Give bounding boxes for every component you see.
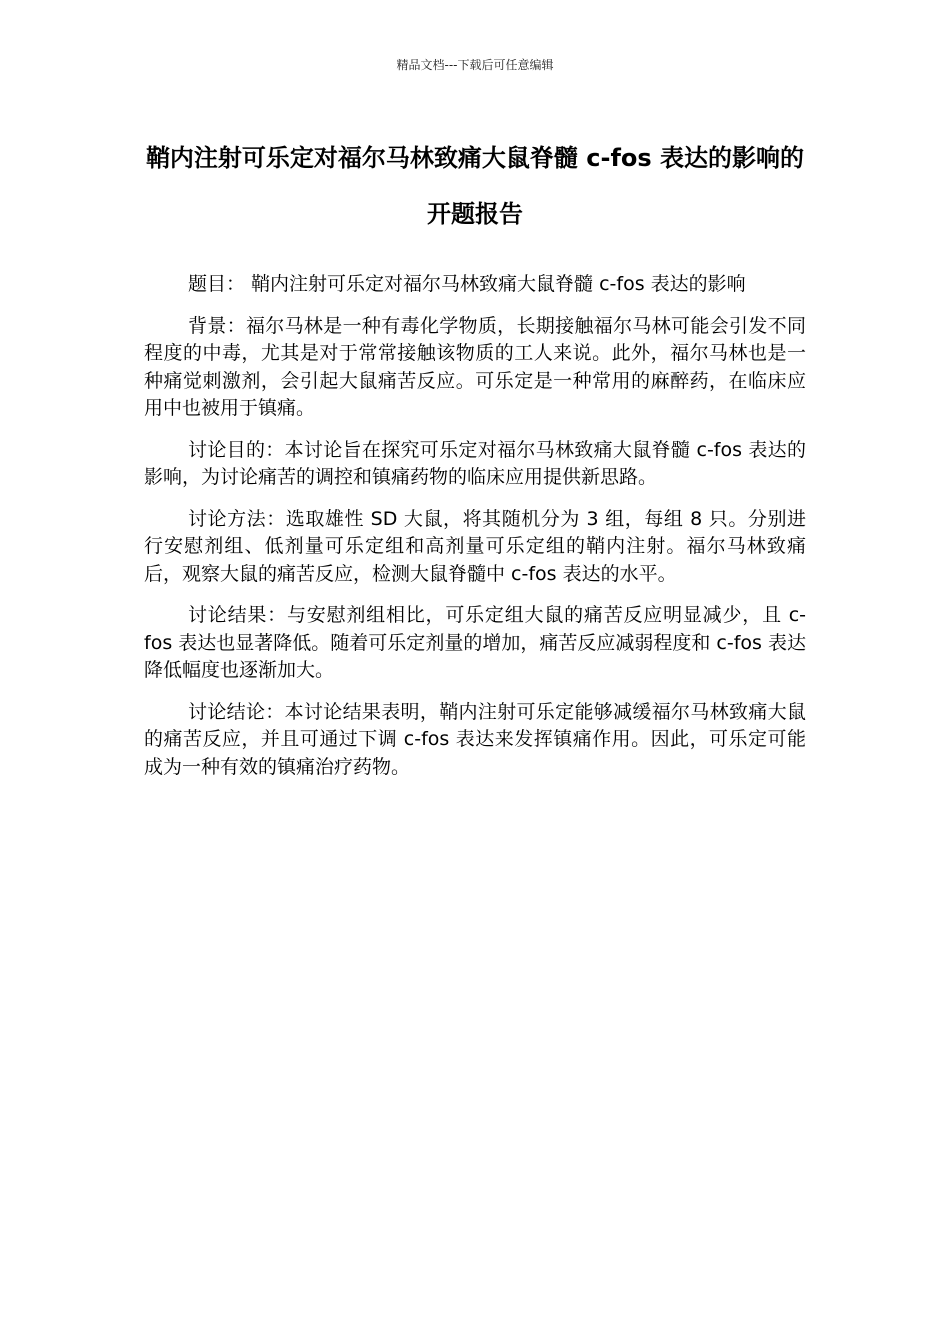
paragraph-purpose: 讨论目的：本讨论旨在探究可乐定对福尔马林致痛大鼠脊髓 c-fos 表达的影响，为讨论痛苦的调控和镇痛药物的临床应用提供新思路。 <box>144 438 806 488</box>
paragraph-topic: 题目： 鞘内注射可乐定对福尔马林致痛大鼠脊髓 c-fos 表达的影响 <box>188 273 746 295</box>
paragraph-conclusion: 讨论结论：本讨论结果表明，鞘内注射可乐定能够减缓福尔马林致痛大鼠的痛苦反应，并且可通过下调 c-fos 表达来发挥镇痛作用。因此，可乐定可能成为一种有效的镇痛治疗药物。 <box>144 700 806 778</box>
paragraph-method: 讨论方法：选取雄性 SD 大鼠，将其随机分为 3 组，每组 8 只。分别进行安慰剂组、低剂量可乐定组和高剂量可乐定组的鞘内注射。福尔马林致痛后，观察大鼠的痛苦反应，检测大鼠脊髓中 c-fos 表达的水平。 <box>144 507 806 585</box>
header-note: 精品文档---下载后可任意编辑 <box>396 58 554 72</box>
paragraph-results: 讨论结果：与安慰剂组相比，可乐定组大鼠的痛苦反应明显减少，且 c-fos 表达也显著降低。随着可乐定剂量的增加，痛苦反应减弱程度和 c-fos 表达降低幅度也逐渐加大。 <box>144 604 806 681</box>
document-title: 鞘内注射可乐定对福尔马林致痛大鼠脊髓 c-fos 表达的影响的开题报告 <box>145 144 805 228</box>
paragraph-background: 背景：福尔马林是一种有毒化学物质，长期接触福尔马林可能会引发不同程度的中毒，尤其是对于常常接触该物质的工人来说。此外，福尔马林也是一种痛觉刺激剂，会引起大鼠痛苦反应。可乐定是一种常用的麻醉药，在临床应用中也被用于镇痛。 <box>144 314 806 419</box>
document-body <box>144 271 806 795</box>
